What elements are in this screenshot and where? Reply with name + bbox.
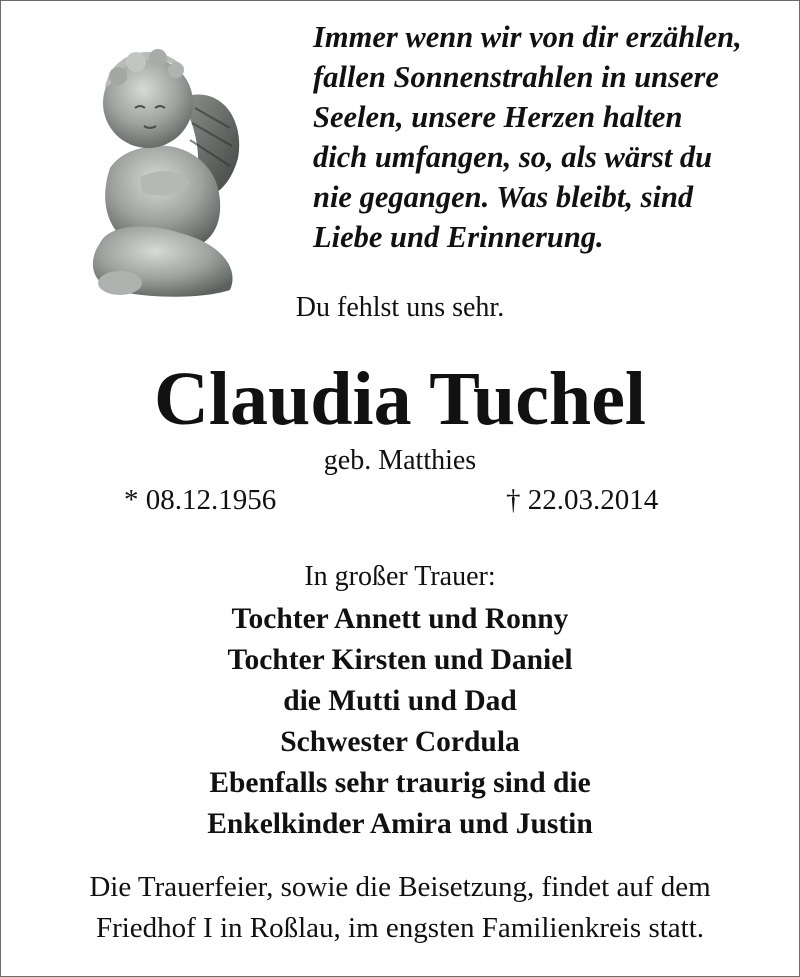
grief-intro: In großer Trauer: [304, 561, 496, 592]
memorial-poem [313, 17, 793, 257]
funeral-info [0, 867, 800, 949]
poem-line: Immer wenn wir von dir erzählen, [313, 20, 742, 54]
poem-line: Seelen, unsere Herzen halten [313, 100, 683, 134]
mourner-line: Tochter Annett und Ronny [231, 603, 569, 635]
maiden-name: geb. Matthies [323, 445, 477, 476]
missed-line: Du fehlst uns sehr. [295, 292, 505, 323]
mourner-line: Enkelkinder Amira und Justin [207, 808, 593, 840]
poem-line: dich umfangen, so, als wärst du [313, 140, 713, 174]
mourners-list [0, 599, 800, 845]
death-date: † 22.03.2014 [506, 484, 659, 516]
cherub-statue-image [70, 28, 250, 308]
mourner-line: Schwester Cordula [280, 726, 520, 758]
deceased-name: Claudia Tuchel [153, 357, 647, 441]
funeral-info-line: Friedhof I in Roßlau, im engsten Familienkreis statt. [95, 912, 705, 944]
poem-line: Liebe und Erinnerung. [313, 220, 604, 254]
birth-date: * 08.12.1956 [124, 484, 277, 516]
mourner-line: Tochter Kirsten und Daniel [227, 644, 573, 676]
mourner-line: Ebenfalls sehr traurig sind die [209, 767, 591, 799]
mourner-line: die Mutti und Dad [283, 685, 517, 717]
poem-line: nie gegangen. Was bleibt, sind [313, 180, 694, 214]
funeral-info-line: Die Trauerfeier, sowie die Beisetzung, findet auf dem [89, 871, 711, 903]
poem-line: fallen Sonnenstrahlen in unsere [313, 60, 719, 94]
